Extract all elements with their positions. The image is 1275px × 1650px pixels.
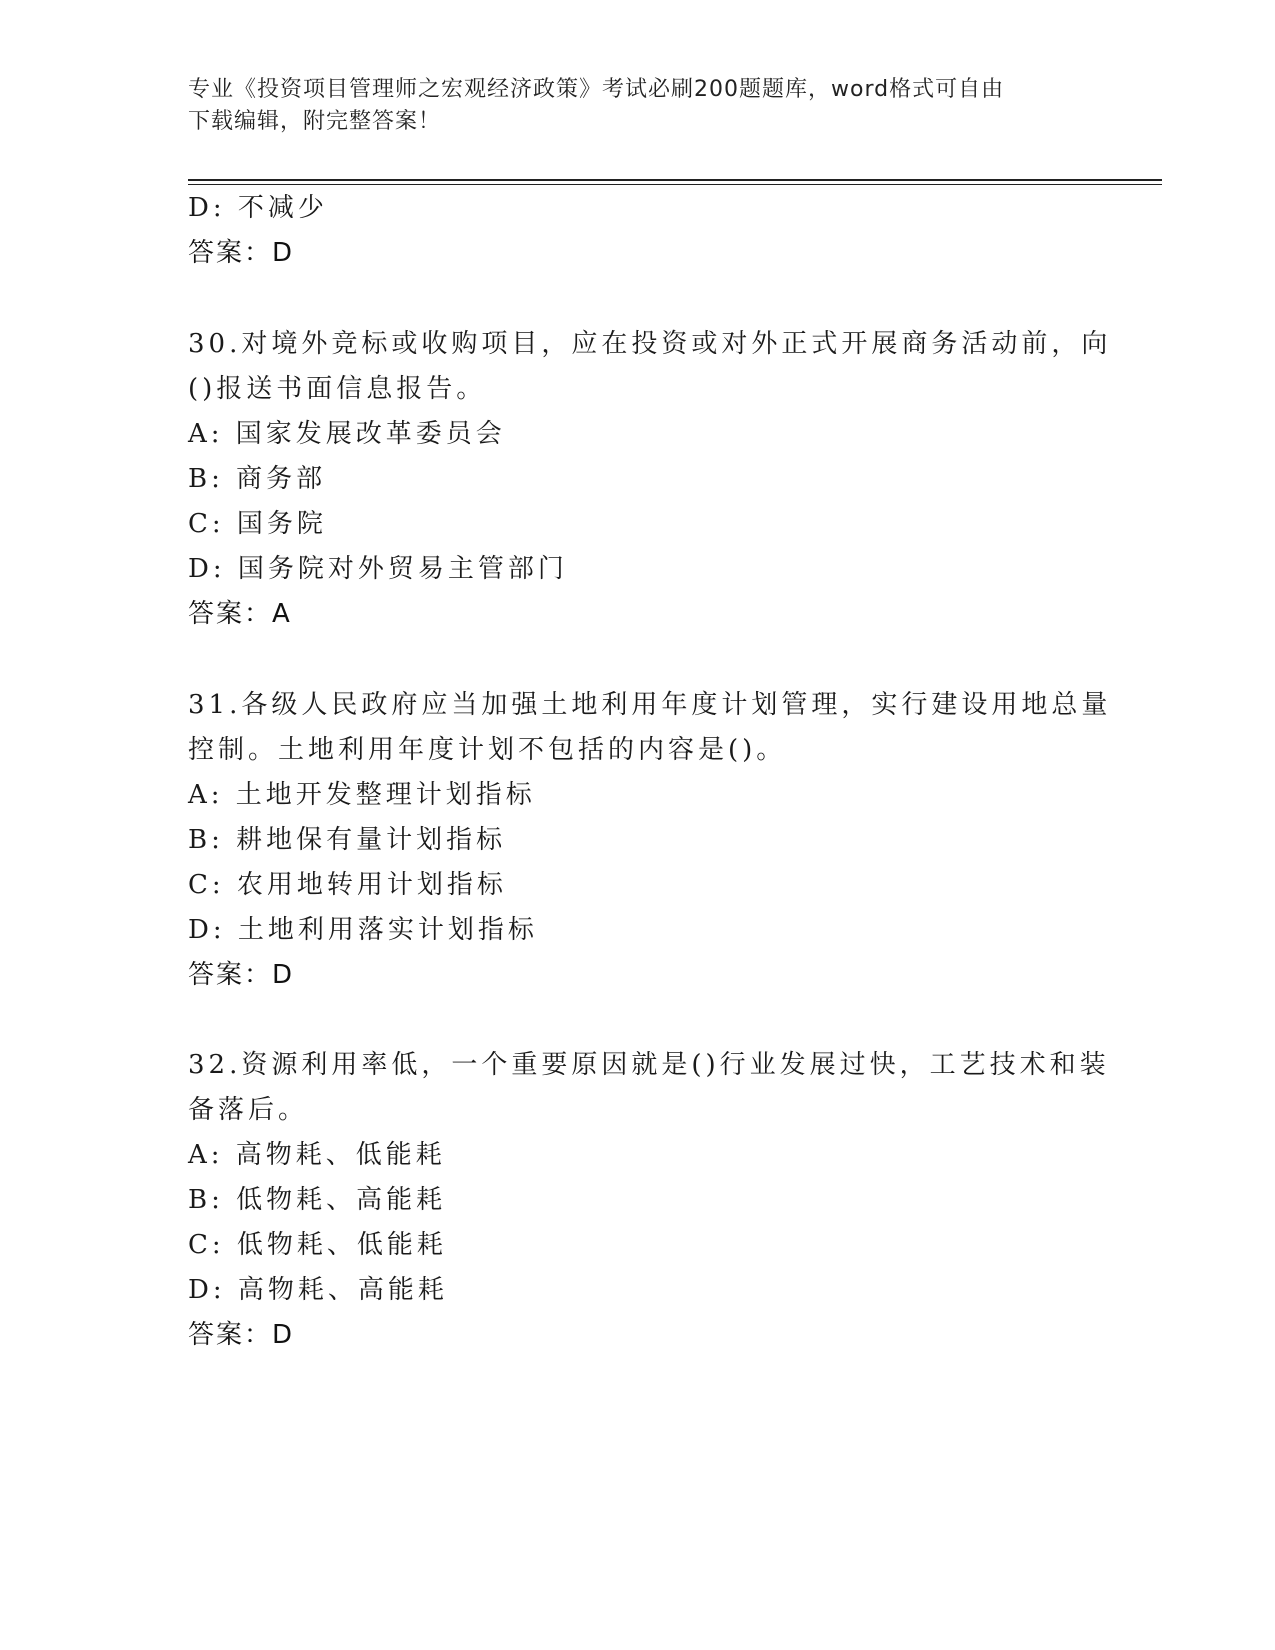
q31-answer: 答案：D	[188, 960, 295, 990]
header-line-1: 专业《投资项目管理师之宏观经济政策》考试必刷200题题库，word格式可自由	[188, 77, 1005, 102]
q30-option-d: D: 国务院对外贸易主管部门	[188, 554, 568, 584]
q32-option-c: C: 低物耗、低能耗	[188, 1230, 447, 1260]
q31-option-d: D: 土地利用落实计划指标	[188, 915, 538, 945]
header-divider	[188, 179, 1162, 181]
prev-option-d: D: 不减少	[188, 193, 328, 223]
q32-option-d: D: 高物耗、高能耗	[188, 1275, 448, 1305]
document-header	[188, 74, 1078, 138]
prev-answer: 答案：D	[188, 238, 295, 268]
q32-stem-line2: 备落后。	[188, 1095, 309, 1125]
q32-stem-line1: 32.资源利用率低，一个重要原因就是()行业发展过快，工艺技术和装	[188, 1050, 1110, 1080]
q30-stem-line1: 30.对境外竞标或收购项目，应在投资或对外正式开展商务活动前，向	[188, 329, 1112, 359]
header-line-2: 下载编辑，附完整答案！	[188, 109, 442, 134]
q31-stem-line1: 31.各级人民政府应当加强土地利用年度计划管理，实行建设用地总量	[188, 690, 1112, 720]
header-divider-thin	[188, 184, 1162, 185]
q30-option-a: A: 国家发展改革委员会	[188, 419, 506, 449]
q30-stem-line2: ()报送书面信息报告。	[188, 374, 487, 404]
q30-option-c: C: 国务院	[188, 509, 327, 539]
q31-stem-line2: 控制。土地利用年度计划不包括的内容是()。	[188, 735, 787, 765]
q32-answer: 答案：D	[188, 1320, 295, 1350]
q32-option-a: A: 高物耗、低能耗	[188, 1140, 446, 1170]
q31-option-c: C: 农用地转用计划指标	[188, 870, 507, 900]
q31-option-b: B: 耕地保有量计划指标	[188, 825, 507, 855]
q30-answer: 答案：A	[188, 599, 292, 629]
q32-option-b: B: 低物耗、高能耗	[188, 1185, 447, 1215]
q30-option-b: B: 商务部	[188, 464, 327, 494]
q31-option-a: A: 土地开发整理计划指标	[188, 780, 536, 810]
